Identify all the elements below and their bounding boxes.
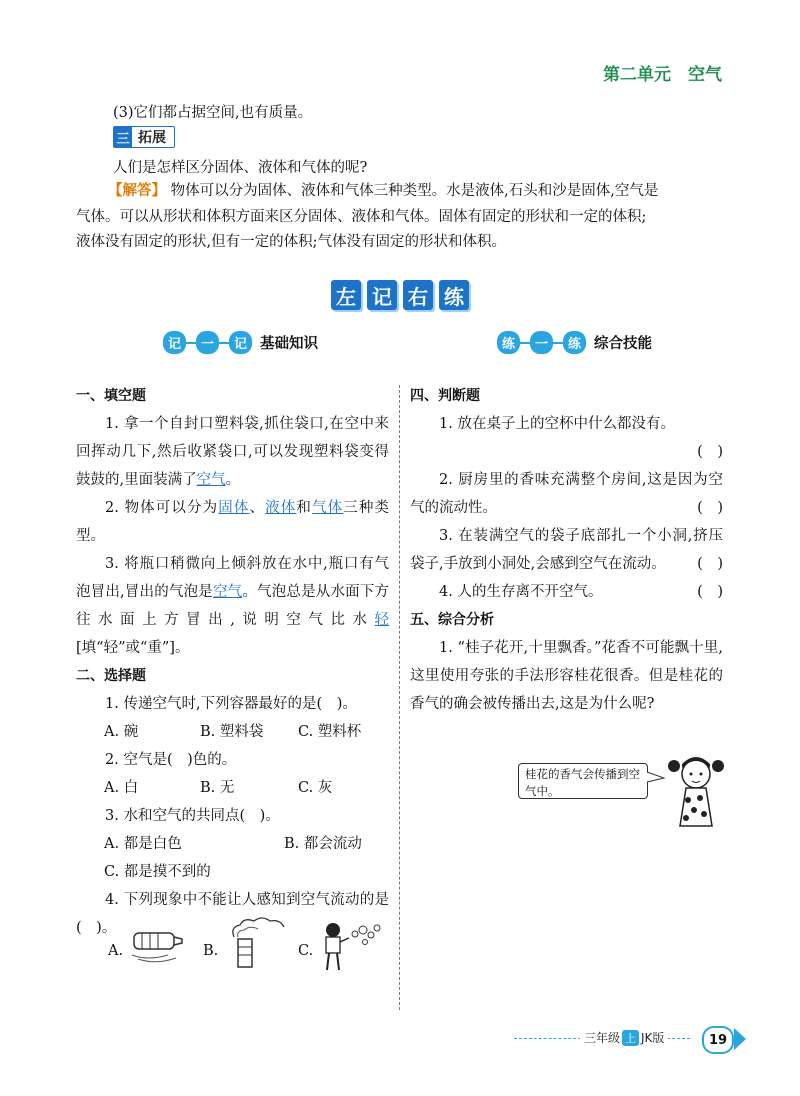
banner-char: 左 [331, 280, 361, 310]
comprehensive-skills-label: 综合技能 [594, 336, 653, 352]
banner-char: 练 [439, 280, 469, 310]
option-c-label: C. [298, 943, 314, 959]
bottle-icon [128, 925, 190, 965]
section-banner [331, 280, 469, 310]
boy-blowing-bubbles-icon [315, 920, 385, 975]
q1-end: 。 [225, 472, 241, 488]
q2-answer-1: 固体 [218, 500, 250, 516]
extension-number: 三 [114, 127, 132, 147]
judge-3-answer-box[interactable]: ( ) [697, 556, 723, 572]
option: B. 塑料袋 [200, 724, 264, 740]
girl-illustration [660, 752, 732, 832]
pill-dash [520, 342, 530, 344]
judge-question-3 [410, 522, 723, 578]
extension-label: 拓展 [138, 130, 166, 146]
analysis-title: 五、综合分析 [410, 612, 494, 628]
q2-text: 2. 物体可以分为 [105, 500, 219, 516]
q3-text-3: [填“轻”或“重”]。 [76, 640, 190, 656]
answer-line-2: 气体。可以从形状和体积方面来区分固体、液体和气体。固体有固定的形状和一定的体积; [76, 209, 647, 225]
choice-3-options-c: C. 都是摸不到的 [104, 864, 211, 880]
q1-text: 1. 拿一个自封口塑料袋,抓住袋口,在空中来回挥动几下,然后收紧袋口,可以发现塑料袋变得鼓鼓的,里面装满了 [76, 416, 389, 488]
choice-3-options-a [76, 830, 389, 858]
choice-title: 二、选择题 [76, 668, 146, 684]
banner-char: 记 [367, 280, 397, 310]
q2-answer-2: 液体 [265, 500, 297, 516]
judge-title: 四、判断题 [410, 388, 480, 404]
analysis-question-1: 1. “桂子花开,十里飘香。”花香不可能飘十里,这里使用夸张的手法形容桂花很香。但是桂花的香气的确会被传播出去,这是为什么呢? [410, 640, 723, 712]
q1-answer: 空气 [196, 472, 226, 488]
column-divider [399, 385, 400, 1010]
judge-4-answer-box[interactable]: ( ) [697, 584, 723, 600]
page-number: 19 [702, 1026, 734, 1054]
q2-sep: 、 [249, 500, 266, 516]
choice-question-1: 1. 传递空气时,下列容器最好的是( )。 [105, 696, 357, 712]
extension-badge [113, 126, 175, 148]
option: B. 无 [200, 780, 235, 796]
judge-2-answer-box[interactable]: ( ) [697, 500, 723, 516]
pill-char: 一 [196, 331, 219, 354]
pill-char: 记 [163, 331, 186, 354]
right-column [410, 382, 723, 718]
fill-blank-title: 一、填空题 [76, 388, 146, 404]
extension-question: 人们是怎样区分固体、液体和气体的呢? [113, 160, 368, 176]
judge-4-text: 4. 人的生存离不开空气。 [439, 584, 603, 600]
grade-text: 三年级 [584, 1031, 621, 1045]
q2-answer-3: 气体 [312, 500, 344, 516]
pill-char: 练 [497, 331, 520, 354]
judge-3-text: 3. 在装满空气的袋子底部扎一个小洞,挤压袋子,手放到小洞处,会感到空气在流动。 [410, 528, 723, 572]
judge-question-2 [410, 466, 723, 522]
choice-question-4: 4. 下列现象中不能让人感知到空气流动的是( )。 [76, 892, 389, 936]
left-column-header [163, 331, 318, 354]
q2-end: 三种类型。 [76, 500, 390, 544]
pill-dash [186, 342, 196, 344]
judge-2-text: 2. 厨房里的香味充满整个房间,这是因为空气的流动性。 [410, 472, 723, 516]
banner-char: 右 [403, 280, 433, 310]
fill-question-1 [76, 410, 389, 494]
option-a-label: A. [108, 943, 124, 959]
choice-1-options [76, 718, 389, 746]
page-arrow-icon [734, 1028, 746, 1050]
judge-question-1: 1. 放在桌子上的空杯中什么都没有。 [439, 416, 675, 432]
answer-line-1 [108, 178, 728, 204]
answer-tag: 【解答】 [108, 182, 166, 199]
q2-and: 和 [296, 500, 313, 516]
q3-answer-1: 空气 [212, 584, 243, 600]
option: C. 灰 [298, 780, 333, 796]
answer-line-3: 液体没有固定的形状,但有一定的体积;气体没有固定的形状和体积。 [76, 234, 506, 250]
option: A. 白 [104, 780, 139, 796]
item-3-text: (3)它们都占据空间,也有质量。 [113, 105, 313, 121]
pill-char: 一 [530, 331, 553, 354]
q3-answer-2: 轻 [374, 612, 389, 628]
option-b-label: B. [203, 943, 219, 959]
practice-pill [497, 331, 586, 354]
right-column-header [497, 331, 652, 354]
choice-2-options [76, 774, 389, 802]
left-column [76, 382, 389, 942]
pill-char: 记 [229, 331, 252, 354]
fill-question-3 [76, 550, 389, 662]
choice-question-3: 3. 水和空气的共同点( )。 [105, 808, 280, 824]
answer-speech-bubble: 桂花的香气会传播到空气中。 [518, 763, 648, 799]
basic-knowledge-label: 基础知识 [260, 336, 319, 352]
option: C. 塑料杯 [298, 724, 362, 740]
judge-1-answer-box[interactable]: ( ) [697, 444, 723, 460]
pill-dash [219, 342, 229, 344]
q3-text-2: 。气泡总是从水面下方往水面上方冒出,说明空气比水 [76, 584, 390, 628]
remember-pill [163, 331, 252, 354]
q3-text: 3. 将瓶口稍微向上倾斜放在水中,瓶口有气泡冒出,冒出的气泡是 [76, 556, 389, 600]
chimney-smoke-icon [222, 915, 292, 970]
fill-question-2 [76, 494, 389, 550]
term-badge: 上 [622, 1030, 639, 1046]
judge-question-4 [410, 578, 723, 606]
pill-dash [553, 342, 563, 344]
edition-text: JK版 [641, 1031, 665, 1045]
grade-label [580, 1029, 668, 1046]
option: A. 都是白色 [104, 836, 182, 852]
answer-text-1: 物体可以分为固体、液体和气体三种类型。水是液体,石头和沙是固体,空气是 [170, 183, 659, 199]
choice-question-2: 2. 空气是( )色的。 [105, 752, 237, 768]
option: A. 碗 [104, 724, 139, 740]
option: B. 都会流动 [284, 836, 362, 852]
unit-title: 第二单元 空气 [603, 65, 722, 85]
pill-char: 练 [563, 331, 586, 354]
